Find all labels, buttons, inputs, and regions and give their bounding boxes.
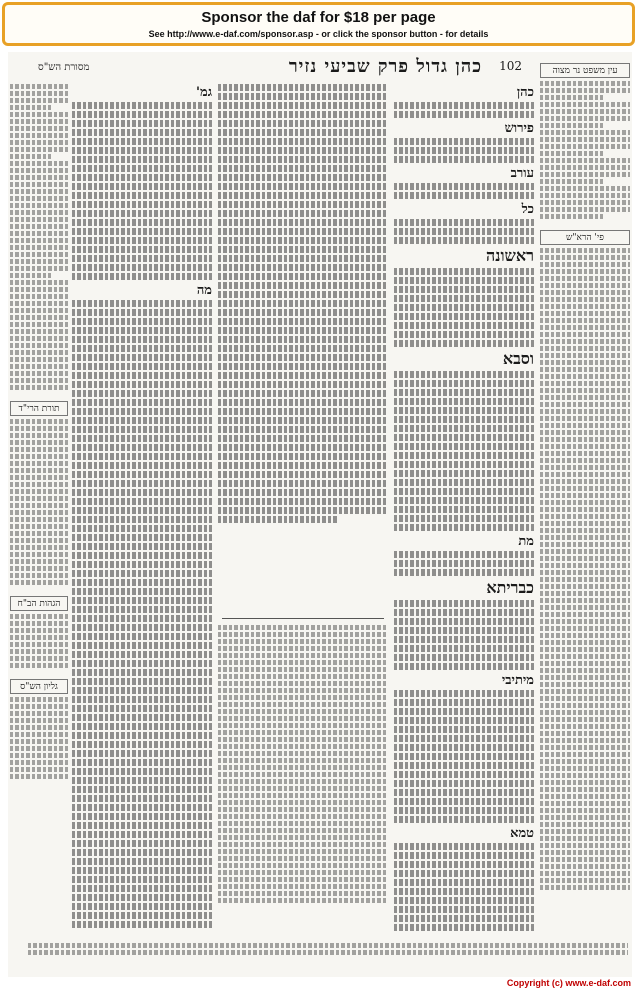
footnote-lines	[28, 941, 628, 957]
dibbur-kohen: כהן	[516, 85, 534, 100]
tosafot-column	[72, 82, 212, 942]
left-margin-column	[10, 82, 68, 952]
ein-mishpat-label: עין משפט נר מצוה	[540, 63, 630, 78]
dibbur-gemara: גמ'	[196, 85, 212, 100]
hagahot-label: הגהות הב"ח	[10, 596, 68, 611]
dibbur-mesivi: מיתיבי	[501, 673, 534, 688]
dibbur-rishonah: ראשונה	[486, 246, 534, 265]
copyright-notice[interactable]: Copyright (c) www.e-daf.com	[506, 978, 631, 988]
running-head: כהן גדול פרק שביעי נזיר	[288, 56, 482, 77]
outer-column-head: מסורת הש"ס	[38, 62, 90, 73]
rashi-column	[394, 82, 534, 932]
rosh-commentary-label: פי' הרא"ש	[540, 230, 630, 245]
page-header	[8, 56, 632, 78]
talmud-page	[8, 52, 632, 977]
dibbur-mah: מה	[196, 283, 212, 298]
right-margin-column	[540, 60, 630, 960]
toras-label: תורת הרי"ד	[10, 401, 68, 416]
gilyon-label: גליון הש"ס	[10, 679, 68, 694]
dibbur-perush: פירוש	[504, 121, 534, 136]
dibbur-kol: כל	[521, 202, 534, 217]
sponsor-banner[interactable]	[2, 2, 635, 46]
sponsor-subtitle[interactable]: See http://www.e-daf.com/sponsor.asp - or click the sponsor button - for details	[148, 29, 489, 39]
page-number: 102	[499, 59, 522, 73]
lower-commentary-block	[218, 612, 388, 942]
dibbur-tamei: טמא	[510, 826, 534, 841]
dibbur-kavriyta: כבריתא	[486, 578, 534, 597]
sponsor-title[interactable]: Sponsor the daf for $18 per page	[201, 9, 436, 26]
gemara-main-column	[218, 82, 388, 602]
dibbur-vesaba: וסבא	[502, 349, 534, 368]
dibbur-mes: מת	[518, 534, 534, 549]
dibbur-orev: עורב	[510, 166, 534, 181]
